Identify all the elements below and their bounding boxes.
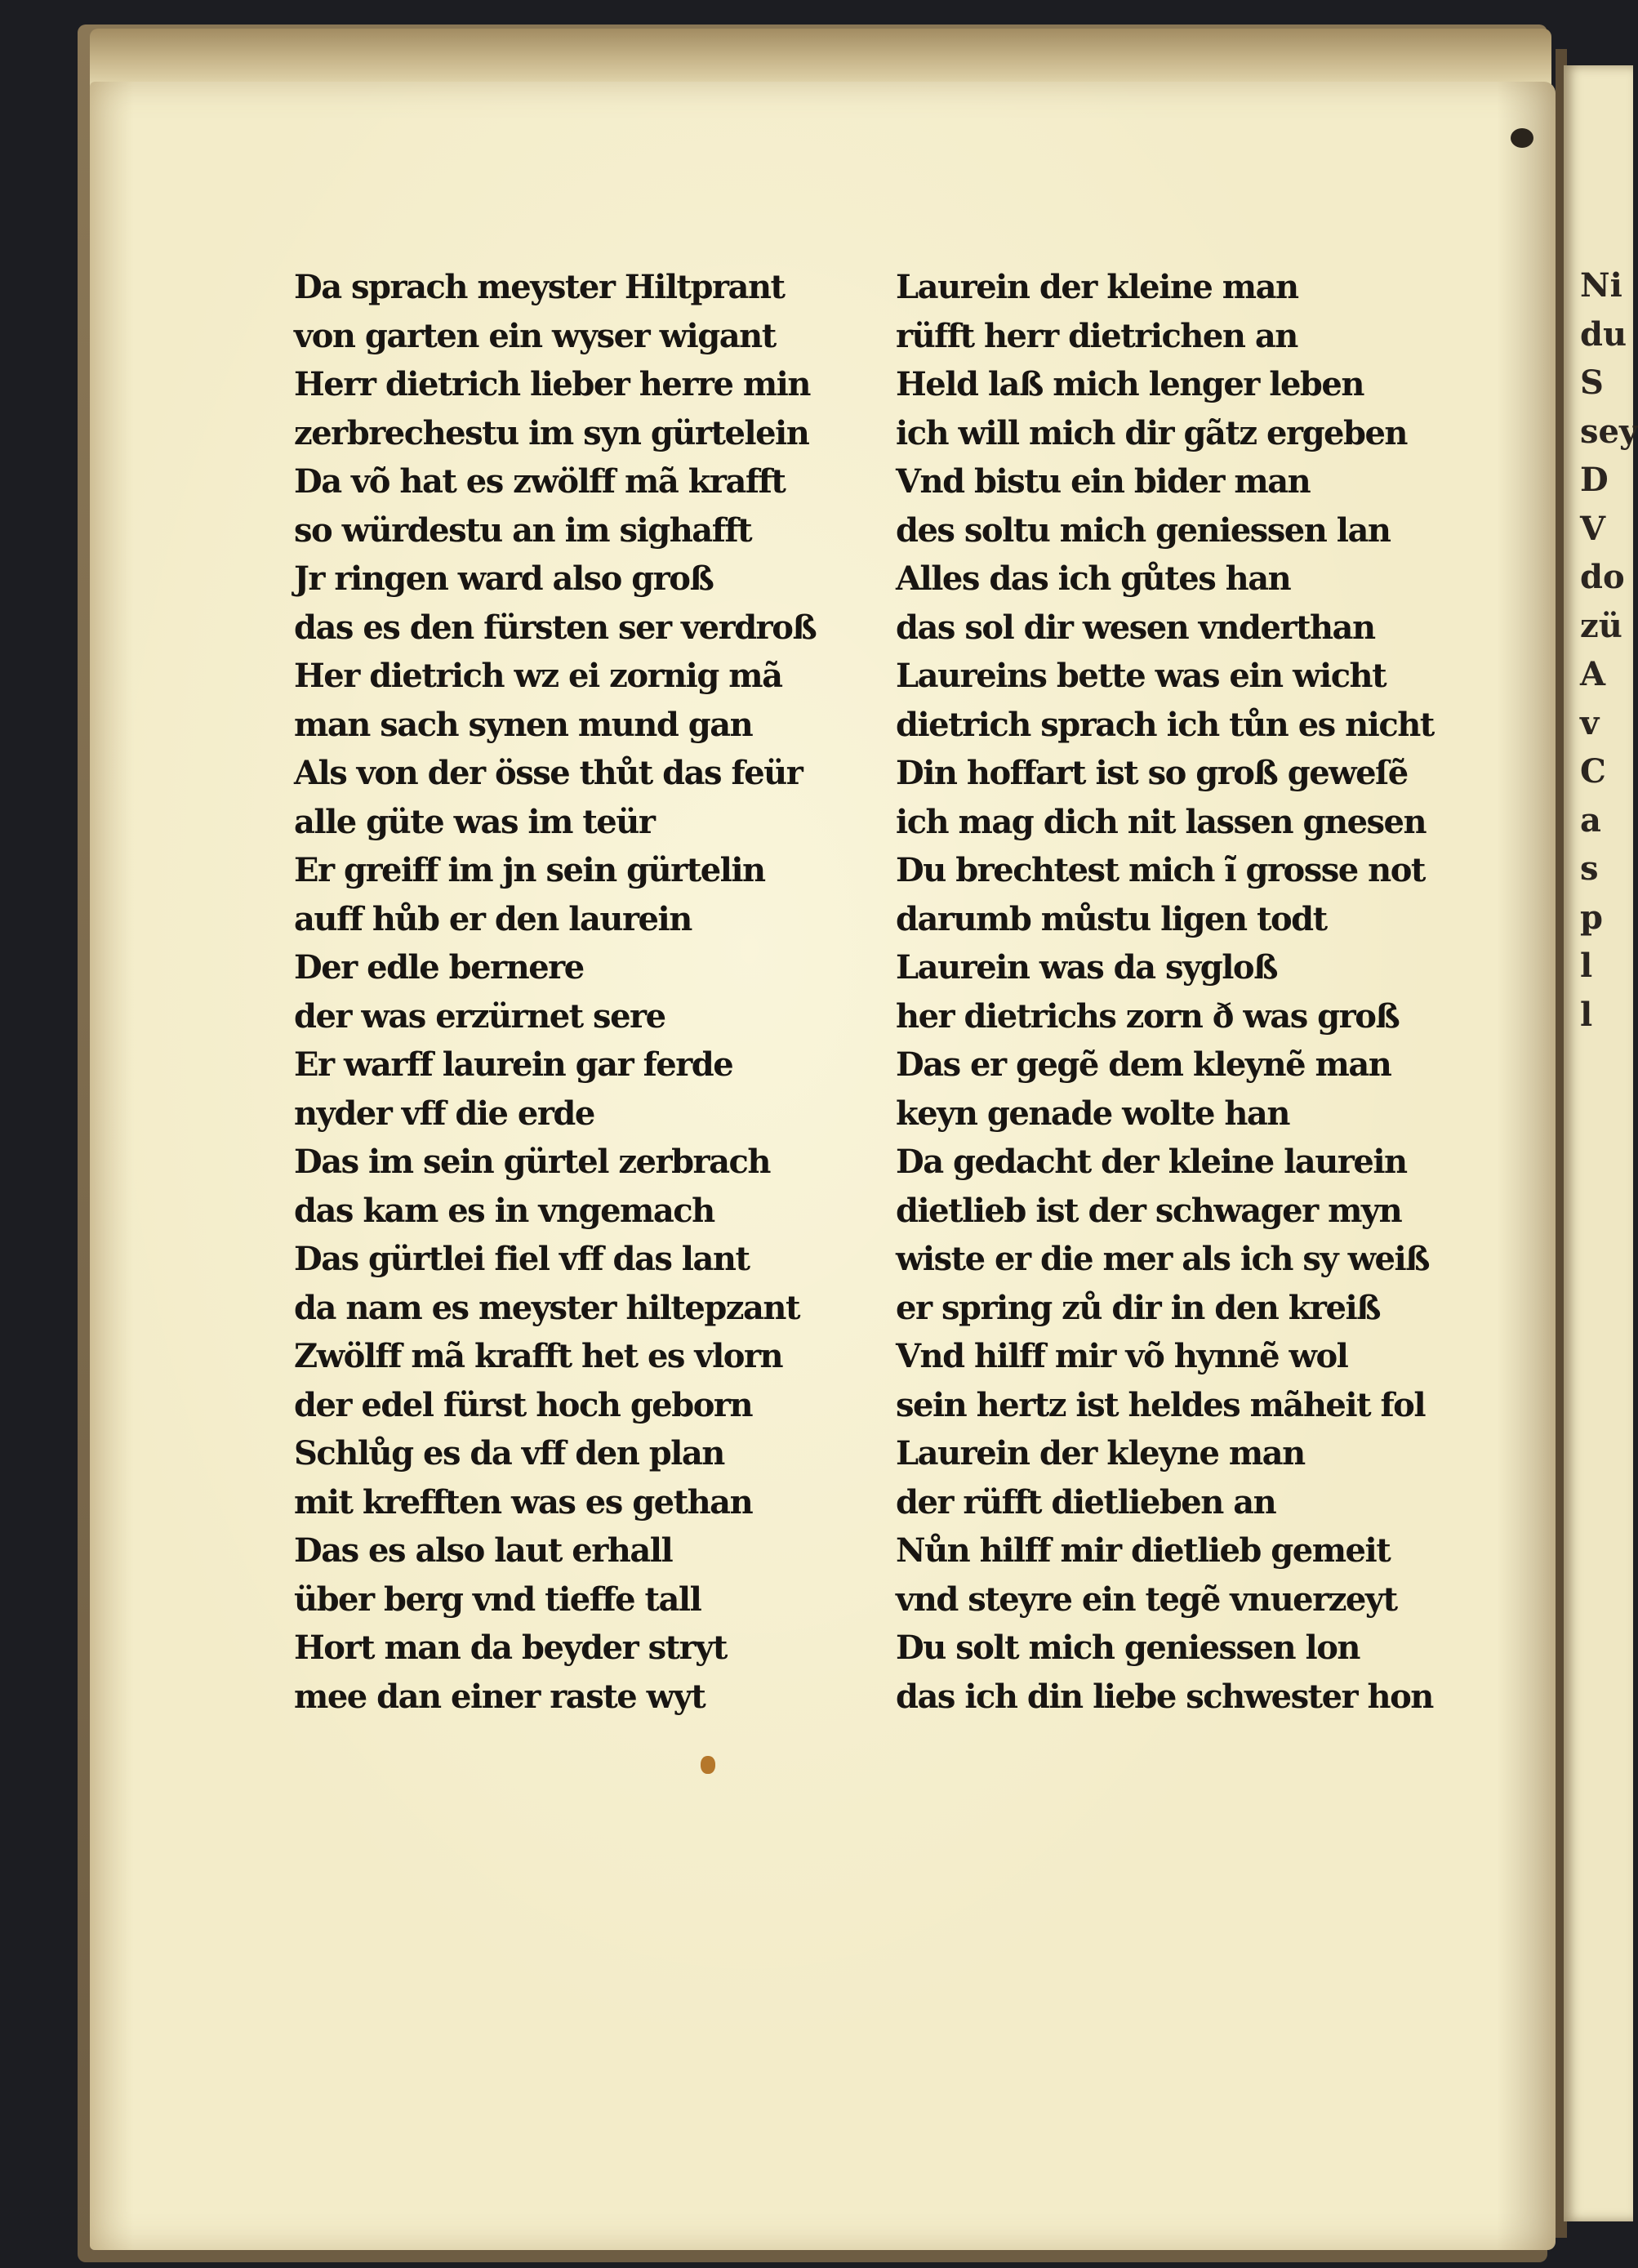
verse-line: Das im sein gürtel zerbrach (294, 1143, 770, 1181)
verse-line: der was erzürnet sere (294, 996, 665, 1036)
verse-line: Er greiff im jn sein gürtelin (294, 851, 765, 889)
verse-line: das es den fürsten ser verdroß (294, 608, 817, 647)
verse-line: Nůn hilff mir dietlieb gemeit (896, 1531, 1391, 1570)
verse-line: sein hertz ist heldes mãheit fol (896, 1385, 1426, 1424)
verse-line: wiste er die mer als ich sy weiß (896, 1240, 1430, 1278)
verse-line: Ni (1580, 266, 1622, 305)
next-page-text-fragment (1580, 261, 1638, 1039)
verse-line: l (1580, 995, 1593, 1034)
verse-line: Als von der össe thůt das feür (294, 754, 803, 792)
verse-line: C (1580, 752, 1606, 791)
verse-line: alle güte was im teür (294, 802, 655, 841)
right-column (896, 263, 1484, 1721)
verse-line: das kam es in vngemach (294, 1191, 714, 1230)
verse-line: Das gürtlei fiel vff das lant (294, 1240, 750, 1278)
paper-stain (701, 1756, 715, 1774)
verse-line: l (1580, 947, 1593, 985)
verse-line: so würdestu an im sighafft (294, 510, 752, 550)
verse-line: A (1580, 655, 1606, 693)
verse-line: Da sprach meyster Hiltprant (294, 268, 785, 306)
verse-line: Schlůg es da vff den plan (294, 1434, 724, 1473)
verse-line: Her dietrich wz ei zornig mã (294, 657, 782, 695)
verse-line: p (1580, 898, 1603, 937)
verse-line: Laurein der kleine man (896, 268, 1298, 306)
verse-line: das ich din liebe schwester hon (896, 1677, 1433, 1716)
verse-line: du (1580, 314, 1627, 354)
verse-line: Er warff laurein gar ferde (294, 1045, 733, 1084)
verse-line: auff hůb er den laurein (294, 899, 692, 938)
verse-line: v (1580, 703, 1600, 742)
verse-line: Alles das ich gůtes han (896, 559, 1291, 598)
verse-line: mee dan einer raste wyt (294, 1677, 705, 1716)
verse-line: Jr ringen ward also groß (294, 559, 714, 598)
verse-line: sey (1580, 412, 1638, 451)
verse-line: vnd steyre ein tegẽ vnuerzeyt (896, 1580, 1397, 1619)
verse-line: Das er gegẽ dem kleynẽ man (896, 1045, 1391, 1084)
verse-line: Der edle bernere (294, 948, 584, 987)
verse-line: Laurein was da sygloß (896, 948, 1277, 987)
verse-line: man sach synen mund gan (294, 705, 753, 744)
verse-line: S (1580, 363, 1604, 402)
page-top-edge (90, 29, 1551, 90)
verse-line: zü (1580, 606, 1622, 645)
verse-line: Vnd bistu ein bider man (896, 462, 1311, 501)
verse-line: der edel fürst hoch geborn (294, 1385, 753, 1424)
verse-line: Hort man da beyder stryt (294, 1629, 727, 1667)
verse-line: darumb můstu ligen todt (896, 899, 1327, 938)
verse-line: s (1580, 849, 1599, 888)
verse-line: das sol dir wesen vnderthan (896, 608, 1375, 647)
left-column (294, 263, 890, 1721)
verse-line: keyn genade wolte han (896, 1094, 1289, 1133)
verse-line: Held laß mich lenger leben (896, 365, 1364, 403)
verse-line: Das es also laut erhall (294, 1531, 673, 1570)
verse-line: da nam es meyster hiltepzant (294, 1288, 799, 1327)
verse-line: ich mag dich nit lassen gnesen (896, 802, 1427, 841)
verse-line: Laurein der kleyne man (896, 1434, 1305, 1473)
verse-line: D (1580, 461, 1609, 499)
verse-line: er spring zů dir in den kreiß (896, 1288, 1381, 1327)
verse-line: dietrich sprach ich tůn es nicht (896, 705, 1434, 744)
verse-line: Vnd hilff mir võ hynnẽ wol (896, 1337, 1348, 1375)
paper-hole (1511, 128, 1533, 148)
verse-line: Da võ hat es zwölff mã krafft (294, 462, 786, 501)
verse-line: nyder vff die erde (294, 1094, 594, 1133)
verse-line: Din hoffart ist so groß geweſẽ (896, 754, 1408, 792)
verse-line: Herr dietrich lieber herre min (294, 365, 810, 403)
verse-line: des soltu mich geniessen lan (896, 510, 1391, 550)
verse-line: Laureins bette was ein wicht (896, 657, 1387, 695)
verse-line: Da gedacht der kleine laurein (896, 1143, 1407, 1181)
verse-line: Du solt mich geniessen lon (896, 1629, 1360, 1667)
verse-line: von garten ein wyser wigant (294, 316, 776, 355)
verse-line: rüfft herr dietrichen an (896, 316, 1297, 355)
verse-line: a (1580, 800, 1601, 840)
verse-line: Zwölff mã krafft het es vlorn (294, 1337, 783, 1375)
verse-line: mit krefften was es gethan (294, 1482, 753, 1522)
verse-line: ich will mich dir gãtz ergeben (896, 413, 1407, 452)
verse-line: do (1580, 558, 1625, 596)
verse-line: dietlieb ist der schwager myn (896, 1191, 1402, 1230)
verse-line: über berg vnd tieffe tall (294, 1580, 701, 1619)
verse-line: zerbrechestu im syn gürtelein (294, 413, 809, 452)
verse-line: Du brechtest mich ĩ grosse not (896, 851, 1425, 889)
verse-line: her dietrichs zorn ð was groß (896, 996, 1400, 1036)
verse-line: der rüfft dietlieben an (896, 1482, 1276, 1522)
verse-line: V (1580, 509, 1606, 548)
